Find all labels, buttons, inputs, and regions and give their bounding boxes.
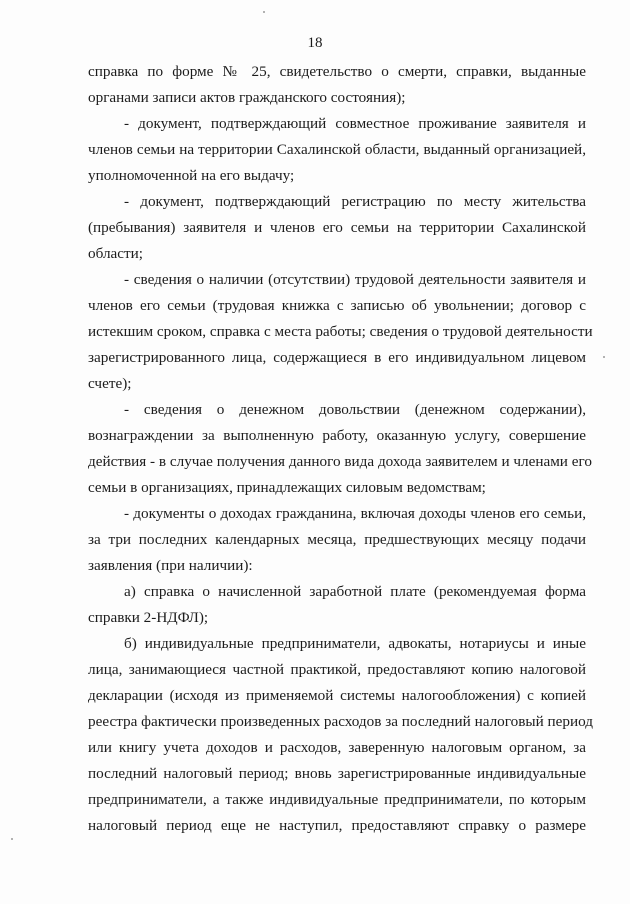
text-line: реестра фактически произведенных расходов за последний налоговый период (88, 713, 593, 730)
text-line: налоговый период еще не наступил, предоставляют справку о размере (88, 817, 586, 834)
text-line: предприниматели, а также индивидуальные предприниматели, по которым (88, 791, 586, 808)
page-number: 18 (307, 35, 323, 51)
text-line: - сведения о денежном довольствии (денежном содержании), (124, 401, 586, 418)
text-line: семьи в организациях, принадлежащих силовым ведомствам; (88, 479, 486, 496)
text-line: органами записи актов гражданского состояния); (88, 89, 406, 106)
text-line: за три последних календарных месяца, предшествующих месяцу подачи (88, 531, 586, 548)
text-line: уполномоченной на его выдачу; (88, 167, 295, 184)
text-line: действия - в случае получения данного вида дохода заявителем и членами его (88, 453, 592, 470)
text-line: декларации (исходя из применяемой системы налогообложения) с копией (88, 687, 586, 704)
text-line: - документы о доходах гражданина, включая доходы членов его семьи, (124, 505, 586, 522)
text-line: области; (88, 245, 143, 262)
text-line: истекшим сроком, справка с места работы; сведения о трудовой деятельности (88, 323, 593, 340)
text-line: вознаграждении за выполненную работу, оказанную услугу, совершение (88, 427, 586, 444)
text-line: лица, занимающиеся частной практикой, предоставляют копию налоговой (88, 661, 586, 678)
text-line: а) справка о начисленной заработной плате (рекомендуемая форма (124, 583, 586, 600)
scan-speck (603, 356, 605, 358)
text-line: - сведения о наличии (отсутствии) трудовой деятельности заявителя и (124, 271, 586, 288)
document-body (88, 59, 593, 839)
scan-speck (11, 838, 13, 840)
text-line: или книгу учета доходов и расходов, заверенную налоговым органом, за (88, 739, 586, 756)
text-line: б) индивидуальные предприниматели, адвокаты, нотариусы и иные (124, 635, 586, 652)
text-line: справки 2-НДФЛ); (88, 609, 209, 626)
scan-speck (263, 11, 265, 13)
text-line: членов его семьи (трудовая книжка с записью об увольнении; договор с (88, 297, 586, 314)
text-line: последний налоговый период; вновь зарегистрированные индивидуальные (88, 765, 586, 782)
text-line: счете); (88, 375, 132, 392)
text-line: зарегистрированного лица, содержащиеся в его индивидуальном лицевом (88, 349, 586, 366)
text-line: - документ, подтверждающий совместное проживание заявителя и (124, 115, 586, 132)
text-line: членов семьи на территории Сахалинской области, выданный организацией, (88, 141, 586, 158)
text-line: справка по форме № 25, свидетельство о смерти, справки, выданные (88, 63, 586, 80)
text-line: - документ, подтверждающий регистрацию по месту жительства (124, 193, 586, 210)
text-line: (пребывания) заявителя и членов его семьи на территории Сахалинской (88, 219, 586, 236)
text-line: заявления (при наличии): (88, 557, 253, 574)
